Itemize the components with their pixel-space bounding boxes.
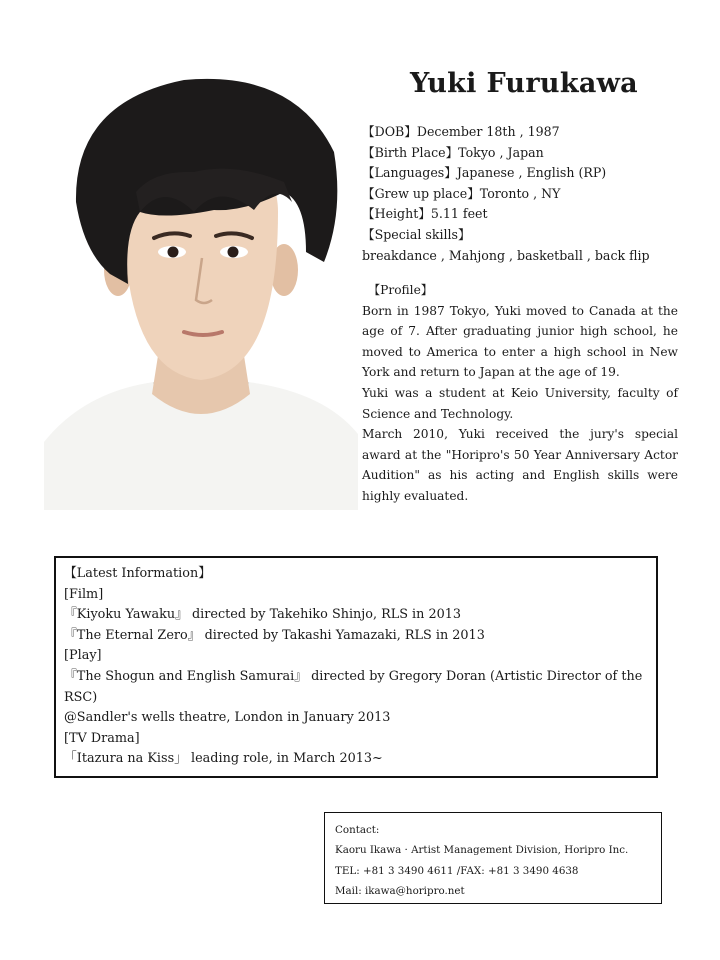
height-row: 【Height】5.11 feet [362, 206, 488, 222]
latest-information-box [54, 556, 658, 778]
profile-heading: 【Profile】 [368, 283, 433, 297]
profile-section [362, 280, 678, 507]
portrait-photo [44, 62, 358, 510]
contact-phone: TEL: +81 3 3490 4611 /FAX: +81 3 3490 4638 [335, 864, 579, 877]
person-name: Yuki Furukawa [410, 68, 638, 99]
profile-paragraph: Yuki was a student at Keio University, faculty of Science and Technology. [362, 385, 678, 421]
play-item: 『The Shogun and English Samurai』 directed by Gregory Doran (Artistic Director of the RSC) [64, 668, 643, 705]
contact-box [324, 812, 662, 904]
profile-paragraph: Born in 1987 Tokyo, Yuki moved to Canada at the age of 7. After graduating junior high school, he moved to America to enter a high school in New York and return to Japan at the age of 19. [362, 303, 678, 380]
special-skills-value: breakdance , Mahjong , basketball , back flip [362, 247, 650, 263]
film-item: 『The Eternal Zero』 directed by Takashi Yamazaki, RLS in 2013 [64, 627, 485, 643]
tv-label: [TV Drama] [64, 730, 140, 746]
play-label: [Play] [64, 648, 102, 664]
film-label: [Film] [64, 586, 104, 602]
grew-up-row: 【Grew up place】Toronto , NY [362, 185, 561, 201]
film-item: 『Kiyoku Yawaku』 directed by Takehiko Shinjo, RLS in 2013 [64, 607, 462, 623]
contact-person: Kaoru Ikawa · Artist Management Division, Horipro Inc. [335, 844, 629, 857]
latest-heading: 【Latest Information】 [64, 566, 212, 581]
profile-paragraph: March 2010, Yuki received the jury's special award at the "Horipro's 50 Year Anniversary Actor Audition" as his acting and English skills were highly evaluated. [362, 427, 678, 503]
birth-place-row: 【Birth Place】Tokyo , Japan [362, 144, 544, 160]
contact-mail[interactable]: Mail: ikawa@horipro.net [335, 885, 465, 898]
play-item: @Sandler's wells theatre, London in January 2013 [64, 710, 391, 726]
languages-row: 【Languages】Japanese , English (RP) [362, 165, 607, 181]
dob-row: 【DOB】December 18th , 1987 [362, 124, 560, 139]
portrait-illustration [44, 62, 358, 510]
tv-item: 「Itazura na Kiss」 leading role, in March 2013~ [64, 751, 383, 767]
personal-info [362, 122, 682, 266]
special-skills-label: 【Special skills】 [362, 226, 471, 242]
contact-label: Contact: [335, 824, 380, 836]
